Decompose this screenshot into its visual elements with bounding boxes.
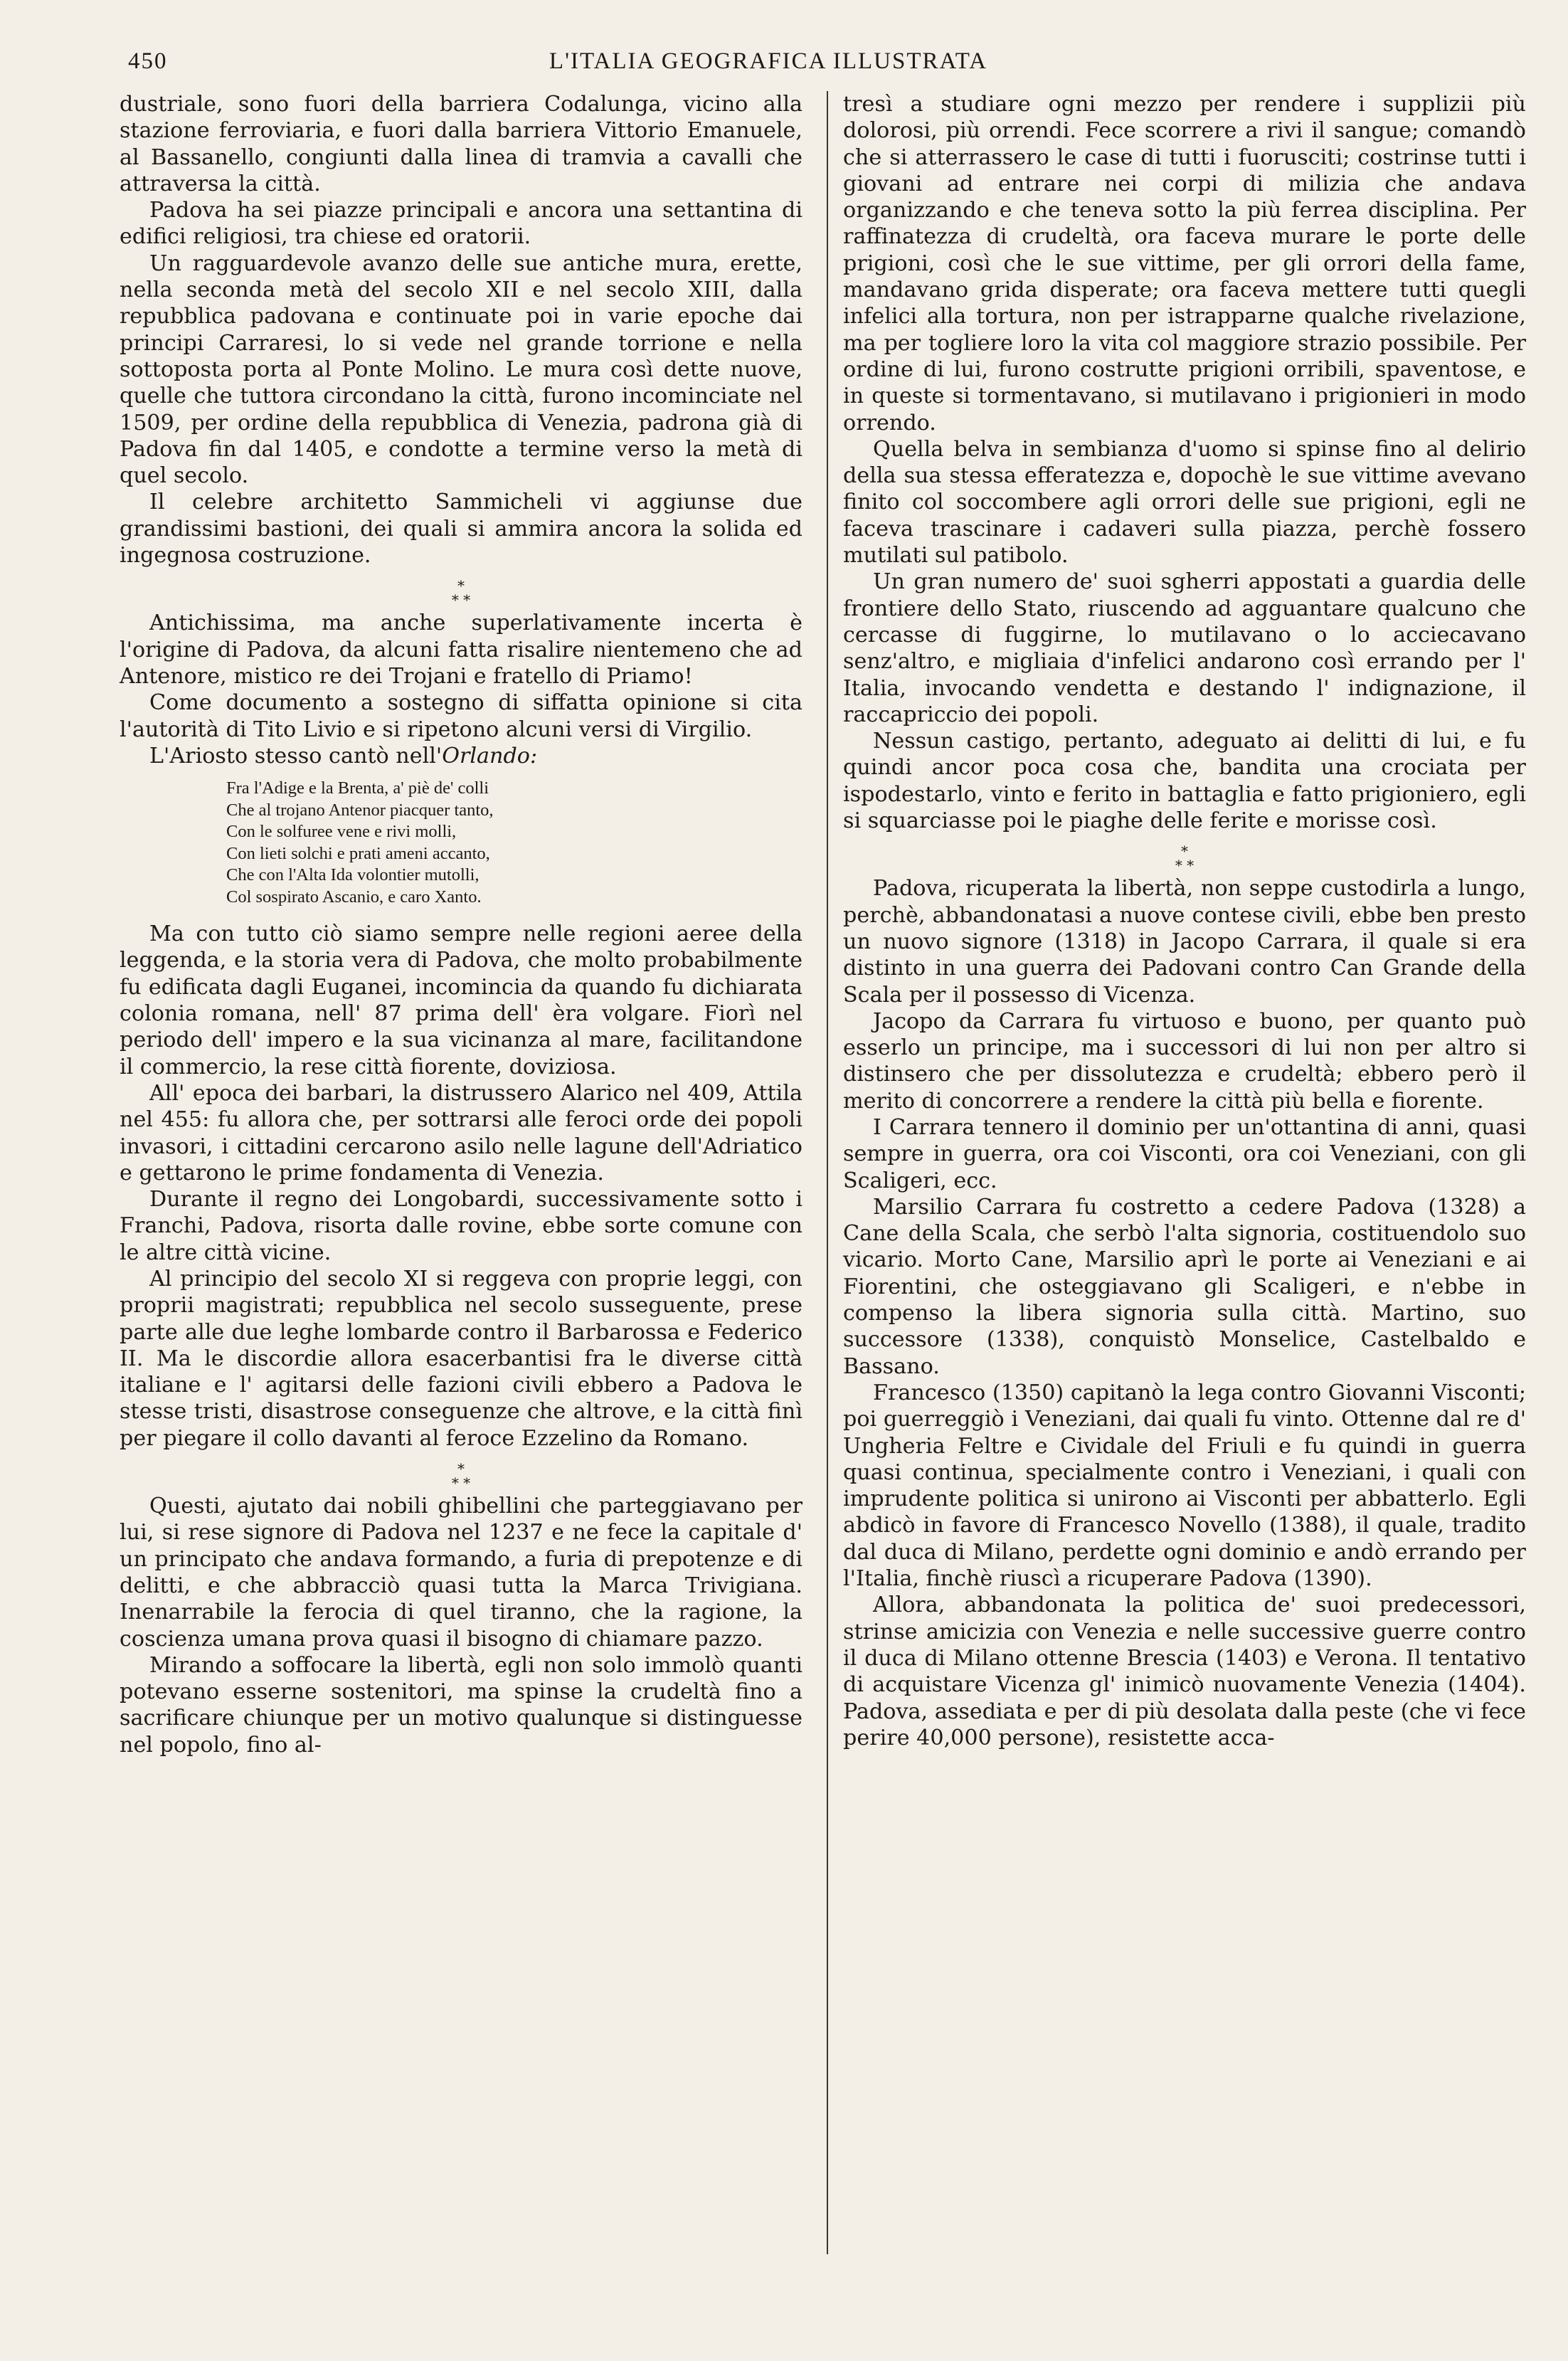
paragraph: All' epoca dei barbari, la distrussero Alarico nel 409, Attila nel 455: fu allora che, per sottrarsi alle feroci orde dei popoli invasori, i cittadini cercarono asilo nelle lagune dell'Adriatico e gettarono le prime fondamenta di Venezia. <box>120 1080 802 1185</box>
paragraph: Nessun castigo, pertanto, adeguato ai delitti di lui, e fu quindi ancor poca cosa che, bandita una crociata per ispodestarlo, vinto e ferito in battaglia e fatto prigioniero, egli si squarciasse poi le piaghe delle ferite e morisse così. <box>843 729 1526 834</box>
left-column <box>120 91 802 1758</box>
paragraph: I Carrara tennero il dominio per un'ottantina di anni, quasi sempre in guerra, ora coi Visconti, ora coi Veneziani, con gli Scaligeri, ecc. <box>843 1114 1526 1193</box>
paragraph: Il celebre architetto Sammicheli vi aggiunse due grandissimi bastioni, dei quali si ammira ancora la solida ed ingegnosa costruzione. <box>120 490 802 569</box>
verse-line: Che con l'Alta Ida volontier mutolli, <box>226 865 480 885</box>
verse-line: Col sospirato Ascanio, e caro Xanto. <box>226 887 482 907</box>
verse-line: Con lieti solchi e prati ameni accanto, <box>226 843 490 863</box>
paragraph: Quella belva in sembianza d'uomo si spinse fino al delirio della sua stessa efferatezza e, dopochè le sue vittime avevano finito col soccombere agli orrori delle sue prigioni, egli ne faceva trascinare i cadaveri sulla piazza, perchè fossero mutilati sul patibolo. <box>843 436 1526 569</box>
column-rule <box>827 91 828 2254</box>
paragraph: Jacopo da Carrara fu virtuoso e buono, per quanto può esserlo un principe, ma i successori di lui non per altro si distinsero che per dissolutezza e crudeltà; ebbero però il merito di concorrere a rendere la città più bella e fiorente. <box>843 1008 1526 1114</box>
paragraph: Ma con tutto ciò siamo sempre nelle regioni aeree della leggenda, e la storia vera di Padova, che molto probabilmente fu edificata dagli Euganei, incomincia da quando fu dichiarata colonia romana, nell' 87 prima dell' èra volgare. Fiorì nel periodo dell' impero e la sua vicinanza al mare, facilitandone il commercio, la rese città fiorente, doviziosa. <box>120 921 802 1079</box>
verse-line: Fra l'Adige e la Brenta, a' piè de' colli <box>226 778 489 798</box>
paragraph: Un gran numero de' suoi sgherri appostati a guardia delle frontiere dello Stato, riuscendo ad agguantare qualcuno che cercasse di fuggirne, lo mutilavano o lo acciecavano senz'altro, e migliaia d'infelici andarono così errando per l' Italia, invocando vendetta e destando l' indignazione, il raccapriccio dei popoli. <box>843 569 1526 727</box>
paragraph: Antichissima, ma anche superlativamente incerta è l'origine di Padova, da alcuni fatta risalire nientemeno che ad Antenore, mistico re dei Trojani e fratello di Priamo! <box>120 611 802 689</box>
paragraph: Come documento a sostegno di siffatta opinione si cita l'autorità di Tito Livio e si ripetono alcuni versi di Virgilio. <box>120 690 802 742</box>
paragraph-text: L'Ariosto stesso cantò nell' <box>149 743 443 768</box>
paragraph: Francesco (1350) capitanò la lega contro Giovanni Visconti; poi guerreggiò i Veneziani, dai quali fu vinto. Ottenne dal re d' Ungheria Feltre e Cividale del Friuli e fu quindi in guerra quasi continua, specialmente contro i Veneziani, i quali con imprudente politica si unirono ai Visconti per abbatterlo. Egli abdicò in favore di Francesco Novello (1388), il quale, tradito dal duca di Milano, perdette ogni dominio e andò errando per l'Italia, finchè riuscì a ricuperare Padova (1390). <box>843 1380 1526 1592</box>
section-separator: * * * <box>1175 843 1194 875</box>
page-number: 450 <box>128 48 168 74</box>
paragraph: Marsilio Carrara fu costretto a cedere Padova (1328) a Cane della Scala, che serbò l'alta signoria, costituendolo suo vicario. Morto Cane, Marsilio aprì le porte ai Veneziani e ai Fiorentini, che osteggiavano gli Scaligeri, e n'ebbe in compenso la libera signoria sulla città. Martino, suo successore (1338), conquistò Monselice, Castelbaldo e Bassano. <box>843 1194 1526 1379</box>
running-title: L'ITALIA GEOGRAFICA ILLUSTRATA <box>549 48 988 74</box>
poem-title: Orlando: <box>442 743 538 768</box>
paragraph: dustriale, sono fuori della barriera Codalunga, vicino alla stazione ferroviaria, e fuori dalla barriera Vittorio Emanuele, al Bassanello, congiunti dalla linea di tramvia a cavalli che attraversa la città. <box>120 92 802 196</box>
paragraph: Al principio del secolo XI si reggeva con proprie leggi, con proprii magistrati; repubblica nel secolo susseguente, prese parte alle due leghe lombarde contro il Barbarossa e Federico II. Ma le discordie allora esacerbantisi fra le diverse città italiane e l' agitarsi delle fazioni civili ebbero a Padova le stesse tristi, disastrose conseguenze che altrove, e la città finì per piegare il collo davanti al feroce Ezzelino da Romano. <box>120 1266 802 1451</box>
paragraph: Durante il regno dei Longobardi, successivamente sotto i Franchi, Padova, risorta dalle rovine, ebbe sorte comune con le altre città vicine. <box>120 1187 802 1265</box>
verse-line: Che al trojano Antenor piacquer tanto, <box>226 800 494 820</box>
paragraph: tresì a studiare ogni mezzo per rendere i supplizii più dolorosi, più orrendi. Fece scorrere a rivi il sangue; comandò che si atterrassero le case di tutti i fuorusciti; costrinse tutti i giovani ad entrare nei corpi di milizia che andava organizzando e che teneva sotto la più ferrea disciplina. Per raffinatezza di crudeltà, ora faceva murare le porte delle prigioni, così che le sue vittime, per gli orrori della fame, mandavano grida disperate; ora faceva mettere tutti quegli infelici alla tortura, non per istrapparne qualche rivelazione, ma per togliere loro la vita col maggiore strazio possibile. Per ordine di lui, furono costrutte prigioni orribili, spaventose, e in queste si tormentavano, si mutilavano i prigionieri in modo orrendo. <box>843 92 1526 435</box>
paragraph: Padova, ricuperata la libertà, non seppe custodirla a lungo, perchè, abbandonatasi a nuove contese civili, ebbe ben presto un nuovo signore (1318) in Jacopo Carrara, il quale si era distinto in una guerra dei Padovani contro Can Grande della Scala per il possesso di Vicenza. <box>843 876 1526 1008</box>
paragraph: Allora, abbandonata la politica de' suoi predecessori, strinse amicizia con Venezia e nelle successive guerre contro il duca di Milano ottenne Brescia (1403) e Verona. Il tentativo di acquistare Vicenza gl' inimicò nuovamente Venezia (1404). Padova, assediata e per di più desolata dalla peste (che vi fece perire 40,000 persone), resistette acca- <box>843 1593 1526 1750</box>
paragraph: Un ragguardevole avanzo delle sue antiche mura, erette, nella seconda metà del secolo XII e nel secolo XIII, dalla repubblica padovana e continuate poi in varie epoche dai principi Carraresi, lo si vede nel grande torrione e nella sottoposta porta al Ponte Molino. Le mura così dette nuove, quelle che tuttora circondano la città, furono incominciate nel 1509, per ordine della repubblica di Venezia, padrona già di Padova fin dal 1405, e condotte a termine verso la metà di quel secolo. <box>120 250 802 489</box>
quoted-verse <box>226 778 802 908</box>
section-separator: * * * <box>451 1460 471 1492</box>
verse-line: Con le solfuree vene e rivi molli, <box>226 822 457 842</box>
paragraph <box>120 743 802 769</box>
paragraph: Padova ha sei piazze principali e ancora una settantina di edifici religiosi, tra chiese ed oratorii. <box>120 198 802 250</box>
paragraph: Questi, ajutato dai nobili ghibellini che parteggiavano per lui, si rese signore di Padova nel 1237 e ne fece la capitale d' un principato che andava formando, a furia di prepotenze e di delitti, e che abbracciò quasi tutta la Marca Trivigiana. Inenarrabile la ferocia di quel tiranno, che la ragione, la coscienza umana prova quasi il bisogno di chiamare pazzo. <box>120 1494 802 1652</box>
paragraph: Mirando a soffocare la libertà, egli non solo immolò quanti potevano esserne sostenitori, ma spinse la crudeltà fino a sacrificare chiunque per un motivo qualunque si distinguesse nel popolo, fino al- <box>120 1652 802 1758</box>
section-separator: * * * <box>451 577 471 609</box>
right-column <box>843 91 1526 1751</box>
page-header <box>128 48 1409 84</box>
